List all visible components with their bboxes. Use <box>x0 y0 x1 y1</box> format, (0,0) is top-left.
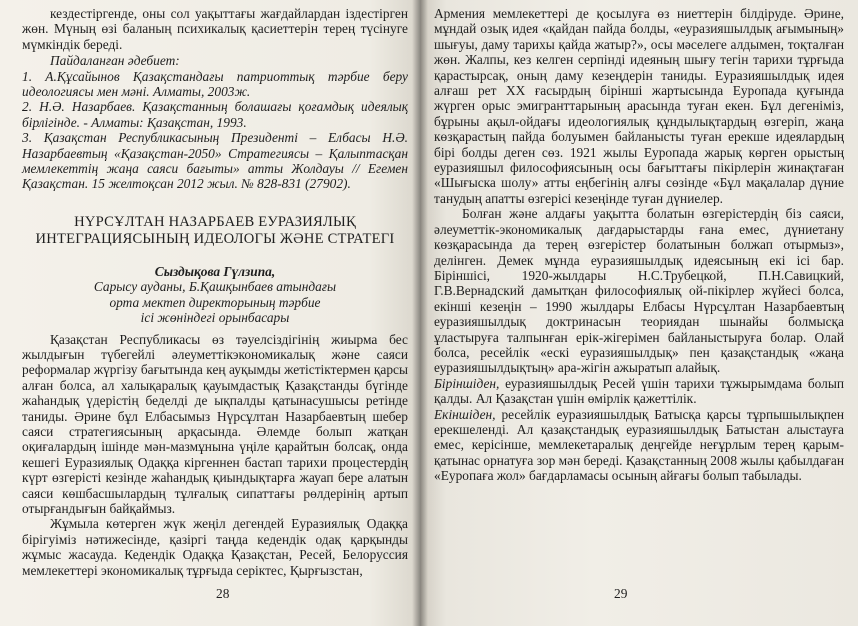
article-title-line: ИНТЕГРАЦИЯСЫНЫҢ ИДЕОЛОГЫ ЖӘНЕ СТРАТЕГІ <box>35 230 395 247</box>
reference-item: 1. А.Құсайынов Қазақстандағы патриоттық тәрбие беру идеологиясы мен мәні. Алматы, 2003ж. <box>22 68 408 100</box>
author-affiliation: ісі жөніндегі орынбасары <box>140 310 290 326</box>
paragraph-text: ресейлік еуразияшылдық Батысқа қарсы тұрпышылықпен ерекшеленді. Ал қазақстандық еуразияшылдық Батыстан алыстауға емес, керісінше, мемлекетаралық деңгейде неғұрлым терең қарым-қатынас орнатуға зор мән береді. Қазақстанның 2008 жылы қабылдаған «Еуропаға жол» бағдарламасы осының айғағы болып табылады. <box>434 406 844 484</box>
page-number: 28 <box>216 586 230 601</box>
page-number: 29 <box>614 586 628 601</box>
article-title-line: НҮРСҰЛТАН НАЗАРБАЕВ ЕУРАЗИЯЛЫҚ <box>74 213 356 230</box>
reference-item: 3. Қазақстан Республикасының Президенті – Елбасы Н.Ә. Назарбаевтың «Қазақстан-2050» Стратегиясы – Қалыптасқан мемлекеттің жаңа саяси бағыты» атты Жолдауы // Егемен Қазақстан. 15 желтоқсан 2012 жыл. № 828-831 (27902). <box>22 130 408 192</box>
author-affiliation: Сарысу ауданы, Б.Қашқынбаев атындағы <box>93 279 337 295</box>
body-paragraph: Жұмыла көтерген жүк жеңіл дегендей Еуразиялық Одаққа бірігуіміз нәтижесінде, қазіргі таңда кедендік одақ қарқынды жұмыс жасауда. Кедендік Одаққа Қазақстан, Ресей, Белоруссия мемлекеттері экономикалық тұрғыда серіктес, Қырғызстан, <box>22 516 408 578</box>
article-title <box>22 214 408 248</box>
paragraph-text: еуразияшылдық Ресей үшін тарихи тұжырымдама болып қалды. Ал Қазақстан үшін өмірлік қажеттілік. <box>434 375 844 407</box>
author-name: Сыздықова Гүлзипа, <box>154 263 276 279</box>
author-affiliation: орта мектеп директорының тәрбие <box>109 294 321 310</box>
paragraph-lead: Біріншіден, <box>434 375 500 391</box>
body-paragraph: Болған және алдағы уақытта болатын өзгерістердің біз саяси, әлеуметтік-экономикалық дағдарыстарды ғана емес, дүниетану көзқарасында да терең өзгерістер болатынын болжап отырмыз», делінген. Демек мұнда еуразияшылдық идеясының екі ісі бар. Біріншісі, 1920-жылдары Н.С.Трубецкой, П.Н.Савицкий, Г.В.Вернадский дамытқан философиялық ой-пікірлер жүйесі болса, екінші кезеңін – 1990 жылдары Елбасы Нүрсұлтан Назарбаевтың еуразияшылдық доктринасын теориядан шынайы болмысқа ұластыруға талпынған ерік-жігерімен байланыстыруға болар. Олай болса, ресейлік «ескі еуразияшылдық» пен қазақстандық «жаңа еуразияшылдықтың» ара-жігін ажыратып алайық. <box>434 206 844 376</box>
paragraph-lead: Екіншіден, <box>434 406 496 422</box>
body-paragraph <box>434 376 844 407</box>
reference-item: 2. Н.Ә. Назарбаев. Қазақстанның болашағы қоғамдық идеялық бірлігінде. - Алматы: Қазақстан, 1993. <box>22 99 408 130</box>
right-page <box>420 0 858 626</box>
body-paragraph <box>434 407 844 484</box>
body-paragraph: Қазақстан Республикасы өз тәуелсіздігінің жиырма бес жылдығын түбегейлі әлеуметтікэкономикалық және саяси реформалар жүргізу бағытында кең ауқымды жетістіктермен қарсы алған болса, ал халықаралық қауымдастық Қазақстанды бүгінде жаһандық үдерістің беделді де ықпалды қатынасушысы ретінде таниды. Әрине бұл Елбасымыз Нүрсұлтан Назарбаевтың шебер саяси стратегиясының арқасында. Әлемде болып жатқан оқиғалардың ішінде мән-мазмұнына үңіле қарайтын болсақ, онда кешегі Еуразиялық Одаққа кіргеннен бастап тарихи процестердің күрт өзгерісті кезінде жаһандық қиындықтарға жауап бере алатын саяси көшбасшылардың тұлғалық сипаттағы рөлдерінің артып отырғандығын байқаймыз. <box>22 331 408 516</box>
left-page <box>0 0 420 626</box>
intro-paragraph: кездестіргенде, оны сол уақыттағы жағдайлардан іздестірген жөн. Мүның өзі баланың психикалық қасиеттерін терең түсінуге мүмкіндік береді. <box>22 6 408 52</box>
body-paragraph: Армения мемлекеттері де қосылуға өз ниеттерін білдіруде. Әрине, мұндай озық идея «қайдан пайда болды, «еуразияшылдық ағымының» шығуы, даму тарихы қайда жатыр?», осы мәселеге алдымен, тоқталған жөн. Жалпы, кез келген серпінді идеяның шығу тегін тарихи тұрғыда қарастырсақ, оның даму кезеңдерін таниды. Еуразияшылдық идея алғаш рет XX ғасырдың бірінші жартысында Еуропада қуғында жүрген орыс эмигранттарының арасында туған екен. Бұл дегеніміз, бұрыны ақыл-ойдағы идеологиялық құндылықтардың өзгеріп, жаңа көзқарастың пайда болуымен байланысты туған ерекше идеялардың бірі болды деген сөз. 1921 жылы Еуропада жарық көрген орыстың еуразияшыл философиясының осы бағыттағы пікірлерін жинақтаған «Шығыска шолу» атты еңбегінің алғы сөзінде «Бұл мақалалар дүние танудың апатты өзгерісі кезеңінде туған дүниелер. <box>434 6 844 206</box>
references-heading: Пайдаланған әдебиет: <box>50 53 180 69</box>
book-gutter <box>412 0 428 626</box>
